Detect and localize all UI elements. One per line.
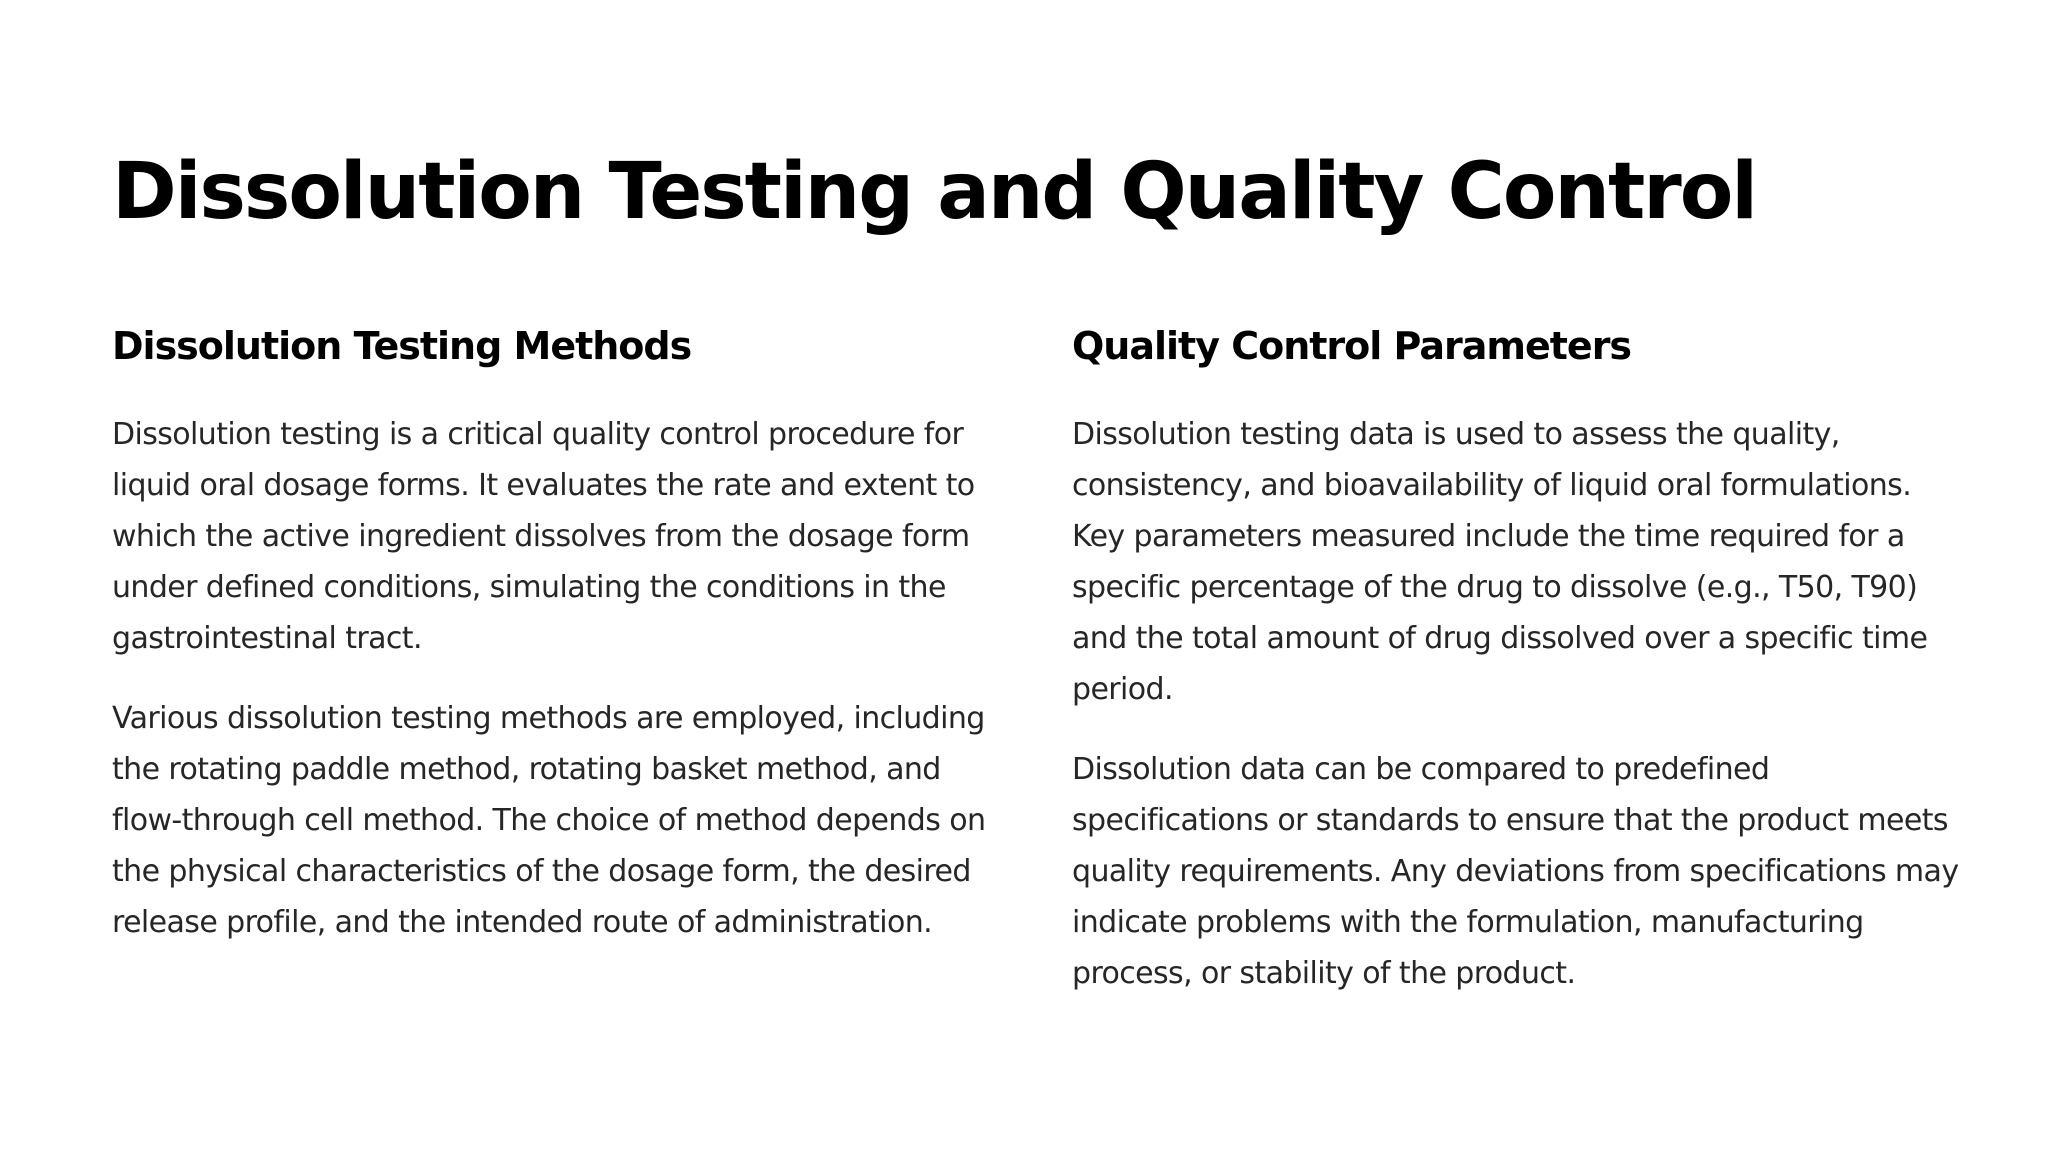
right-column	[1072, 316, 1962, 991]
slide-title: Dissolution Testing and Quality Control	[112, 147, 1757, 237]
left-column-heading: Dissolution Testing Methods	[112, 324, 692, 368]
right-paragraph-2: Dissolution data can be compared to predefined specifications or standards to ensure that the product meets quality requirements. Any deviations from specifications may indicate problems with the formulation, manufacturing process, or stability of the product.	[1072, 752, 1959, 991]
left-column	[112, 316, 1002, 940]
left-paragraph-1: Dissolution testing is a critical quality control procedure for liquid oral dosage forms. It evaluates the rate and extent to which the active ingredient dissolves from the dosage form under defined conditions, simulating the conditions in the gastrointestinal tract.	[112, 417, 975, 656]
left-paragraph-2: Various dissolution testing methods are employed, including the rotating paddle method, rotating basket method, and flow-through cell method. The choice of method depends on the physical characteristics of the dosage form, the desired release profile, and the intended route of administration.	[112, 701, 986, 940]
right-column-heading: Quality Control Parameters	[1072, 324, 1632, 368]
right-paragraph-1: Dissolution testing data is used to assess the quality, consistency, and bioavailability of liquid oral formulations. Key parameters measured include the time required for a specific percentage of the drug to dissolve (e.g., T50, T90) and the total amount of drug dissolved over a specific time period.	[1072, 417, 1928, 707]
